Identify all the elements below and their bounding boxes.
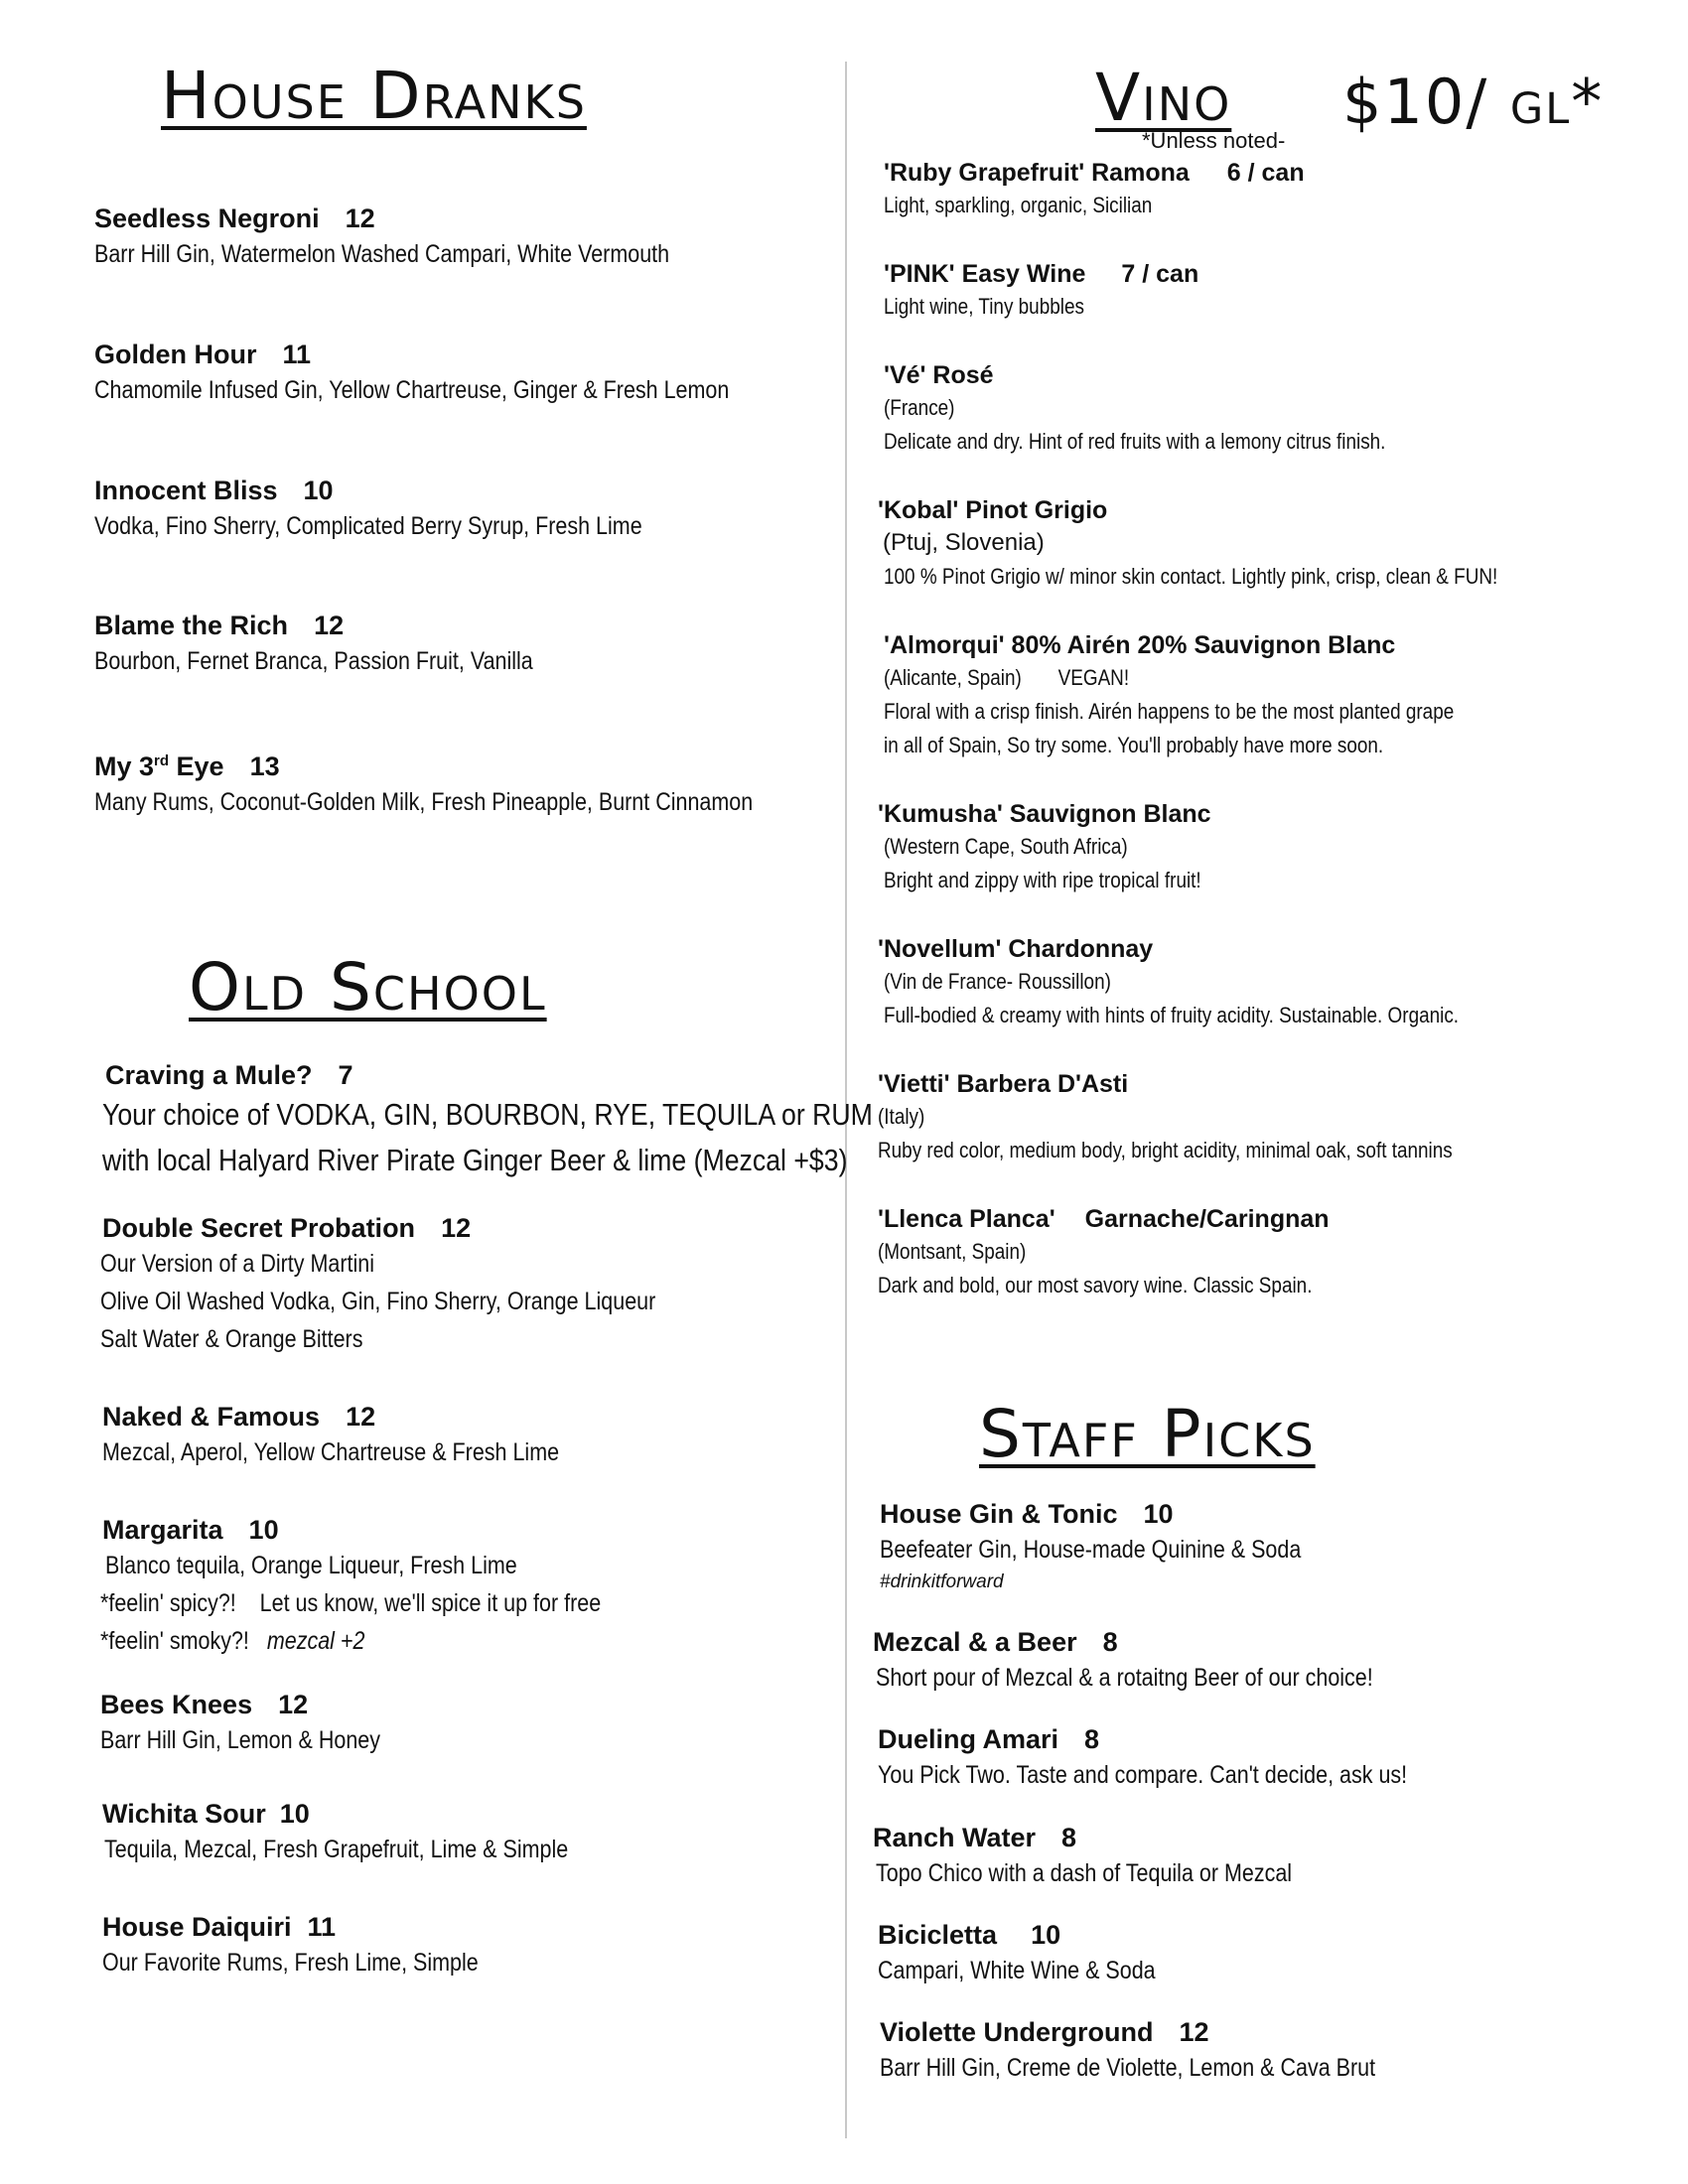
item-name: Double Secret Probation bbox=[102, 1213, 416, 1243]
staff-picks-heading: Staff Picks bbox=[979, 1396, 1316, 1472]
menu-item bbox=[102, 1211, 746, 1358]
item-price: 8 bbox=[1084, 1724, 1100, 1754]
menu-item bbox=[878, 1722, 1493, 1794]
item-description: Our Favorite Rums, Fresh Lime, Simple bbox=[102, 1949, 479, 1977]
item-description: Tequila, Mezcal, Fresh Grapefruit, Lime & Simple bbox=[104, 1836, 569, 1863]
vino-note: *Unless noted- bbox=[1142, 128, 1286, 153]
item-name: Naked & Famous bbox=[102, 1402, 321, 1432]
menu-item bbox=[94, 609, 605, 680]
item-price: 13 bbox=[249, 751, 280, 781]
menu-item bbox=[880, 1497, 1369, 1596]
item-name: 'PINK' Easy Wine bbox=[884, 260, 1086, 288]
item-price: 11 bbox=[307, 1912, 337, 1942]
item-price: 8 bbox=[1061, 1823, 1077, 1852]
wine-origin: (Montsant, Spain) bbox=[878, 1239, 1027, 1264]
vino-price: $10/ gl* bbox=[1342, 66, 1605, 138]
item-name: Ranch Water bbox=[873, 1823, 1037, 1852]
item-name: Golden Hour bbox=[94, 340, 257, 369]
menu-item bbox=[102, 1910, 539, 1981]
item-description: Your choice of VODKA, GIN, BOURBON, RYE, TEQUILA or RUM bbox=[102, 1097, 873, 1132]
item-description: Mezcal, Aperol, Yellow Chartreuse & Fresh Lime bbox=[102, 1438, 560, 1466]
item-description: Campari, White Wine & Soda bbox=[878, 1957, 1156, 1984]
item-description: Short pour of Mezcal & a rotaitng Beer of our choice! bbox=[876, 1664, 1373, 1692]
menu-item bbox=[102, 1058, 998, 1183]
item-description: Floral with a crisp finish. Airén happens to be the most planted grape bbox=[884, 699, 1455, 724]
item-description: Bright and zippy with ripe tropical fruit! bbox=[884, 868, 1201, 892]
wine-item bbox=[878, 933, 1552, 1032]
menu-item bbox=[94, 745, 860, 821]
item-name: Bicicletta bbox=[878, 1920, 998, 1950]
item-description: Many Rums, Coconut-Golden Milk, Fresh Pineapple, Burnt Cinnamon bbox=[94, 788, 754, 816]
wine-item bbox=[884, 629, 1547, 762]
item-description: You Pick Two. Taste and compare. Can't decide, ask us! bbox=[878, 1761, 1408, 1789]
menu-item bbox=[880, 2015, 1456, 2087]
item-price: 12 bbox=[314, 611, 345, 640]
hashtag: #drinkitforward bbox=[880, 1571, 1004, 1592]
menu-item bbox=[94, 202, 763, 273]
wine-origin: (Italy) bbox=[878, 1104, 925, 1129]
menu-item bbox=[102, 1513, 682, 1660]
house-dranks-heading: House Dranks bbox=[161, 58, 587, 134]
item-price: 11 bbox=[282, 340, 312, 369]
wine-item bbox=[878, 1068, 1546, 1167]
item-description: Full-bodied & creamy with hints of fruity acidity. Sustainable. Organic. bbox=[884, 1003, 1460, 1027]
wine-item bbox=[878, 494, 1598, 594]
item-price: 12 bbox=[345, 204, 375, 233]
item-description: Beefeater Gin, House-made Quinine & Soda bbox=[880, 1536, 1302, 1564]
wine-origin: (Alicante, Spain) VEGAN! bbox=[884, 665, 1130, 690]
item-description: Salt Water & Orange Bitters bbox=[100, 1325, 363, 1353]
item-description: 100 % Pinot Grigio w/ minor skin contact. Lightly pink, crisp, clean & FUN! bbox=[884, 564, 1498, 589]
item-name: Dueling Amari bbox=[878, 1724, 1059, 1754]
old-school-heading: Old School bbox=[189, 949, 547, 1025]
item-description: Delicate and dry. Hint of red fruits with a lemony citrus finish. bbox=[884, 429, 1386, 454]
item-name: My 3rd Eye bbox=[94, 751, 224, 781]
wine-grape: Garnache/Caringnan bbox=[1084, 1205, 1330, 1233]
item-description: with local Halyard River Pirate Ginger Beer & lime (Mezcal +$3) bbox=[102, 1143, 848, 1177]
item-name: Mezcal & a Beer bbox=[873, 1627, 1077, 1657]
item-description: Barr Hill Gin, Watermelon Washed Campari, White Vermouth bbox=[94, 240, 670, 268]
item-name: 'Kumusha' Sauvignon Blanc bbox=[878, 800, 1211, 828]
item-name: Innocent Bliss bbox=[94, 476, 278, 505]
item-price: 12 bbox=[441, 1213, 472, 1243]
item-name: Bees Knees bbox=[100, 1690, 253, 1719]
item-price: 10 bbox=[279, 1799, 310, 1829]
menu-item bbox=[94, 338, 832, 409]
item-description: in all of Spain, So try some. You'll probably have more soon. bbox=[884, 733, 1384, 757]
item-description: Barr Hill Gin, Lemon & Honey bbox=[100, 1726, 380, 1754]
wine-origin: (Ptuj, Slovenia) bbox=[883, 529, 1045, 556]
menu-item bbox=[878, 1918, 1200, 1989]
item-name: Craving a Mule? bbox=[105, 1060, 313, 1090]
item-price: 7 / can bbox=[1121, 260, 1199, 288]
item-description: Light, sparkling, organic, Sicilian bbox=[884, 193, 1153, 217]
menu-item bbox=[102, 1797, 643, 1868]
item-price: 6 / can bbox=[1226, 159, 1305, 187]
item-name: Margarita bbox=[102, 1515, 223, 1545]
item-name: Wichita Sour bbox=[102, 1799, 266, 1829]
wine-origin: (Vin de France- Roussillon) bbox=[884, 969, 1111, 994]
item-description: *feelin' spicy?! Let us know, we'll spice it up for free bbox=[100, 1589, 602, 1617]
item-description: *feelin' smoky?! mezcal +2 bbox=[100, 1627, 365, 1655]
item-description: Barr Hill Gin, Creme de Violette, Lemon & Cava Brut bbox=[880, 2054, 1376, 2082]
menu-item bbox=[100, 1688, 426, 1759]
item-description: Light wine, Tiny bubbles bbox=[884, 294, 1084, 319]
item-price: 8 bbox=[1102, 1627, 1118, 1657]
wine-item bbox=[884, 157, 1305, 222]
item-price: 12 bbox=[1179, 2017, 1209, 2047]
wine-item bbox=[878, 1203, 1383, 1302]
item-name: Blame the Rich bbox=[94, 611, 289, 640]
item-price: 10 bbox=[1031, 1920, 1061, 1950]
item-description: Chamomile Infused Gin, Yellow Chartreuse, Ginger & Fresh Lemon bbox=[94, 376, 730, 404]
item-name: 'Almorqui' 80% Airén 20% Sauvignon Blanc bbox=[884, 631, 1396, 659]
item-name: 'Ruby Grapefruit' Ramona bbox=[884, 159, 1190, 187]
item-name: 'Novellum' Chardonnay bbox=[878, 935, 1154, 963]
wine-item bbox=[884, 258, 1198, 324]
item-description: Vodka, Fino Sherry, Complicated Berry Syrup, Fresh Lime bbox=[94, 512, 642, 540]
item-description: Topo Chico with a dash of Tequila or Mezcal bbox=[876, 1859, 1293, 1887]
menu-item bbox=[102, 1400, 633, 1471]
wine-item bbox=[884, 359, 1468, 459]
item-price: 10 bbox=[303, 476, 334, 505]
item-description: Our Version of a Dirty Martini bbox=[100, 1250, 375, 1278]
menu-item bbox=[94, 474, 731, 545]
menu-item bbox=[873, 1625, 1454, 1697]
item-price: 10 bbox=[248, 1515, 279, 1545]
item-name: House Gin & Tonic bbox=[880, 1499, 1118, 1529]
item-description: Dark and bold, our most savory wine. Classic Spain. bbox=[878, 1273, 1313, 1297]
item-price: 12 bbox=[278, 1690, 309, 1719]
item-price: 10 bbox=[1143, 1499, 1174, 1529]
wine-origin: (Western Cape, South Africa) bbox=[884, 834, 1128, 859]
item-description: Olive Oil Washed Vodka, Gin, Fino Sherry, Orange Liqueur bbox=[100, 1288, 656, 1315]
item-name: 'Llenca Planca' bbox=[878, 1205, 1055, 1233]
vino-heading: Vino bbox=[1095, 60, 1232, 136]
item-name: Seedless Negroni bbox=[94, 204, 320, 233]
item-price: 12 bbox=[346, 1402, 376, 1432]
wine-origin: (France) bbox=[884, 395, 955, 420]
item-price: 7 bbox=[338, 1060, 353, 1090]
item-name: 'Vé' Rosé bbox=[884, 361, 994, 389]
item-description: Blanco tequila, Orange Liqueur, Fresh Lime bbox=[105, 1552, 517, 1579]
item-description: Ruby red color, medium body, bright acidity, minimal oak, soft tannins bbox=[878, 1138, 1453, 1162]
menu-item bbox=[873, 1821, 1359, 1892]
wine-item bbox=[878, 798, 1253, 897]
item-name: House Daiquiri bbox=[102, 1912, 292, 1942]
item-description: Bourbon, Fernet Branca, Passion Fruit, Vanilla bbox=[94, 647, 533, 675]
item-name: 'Kobal' Pinot Grigio bbox=[878, 496, 1108, 524]
item-name: 'Vietti' Barbera D'Asti bbox=[878, 1070, 1129, 1098]
item-name: Violette Underground bbox=[880, 2017, 1154, 2047]
